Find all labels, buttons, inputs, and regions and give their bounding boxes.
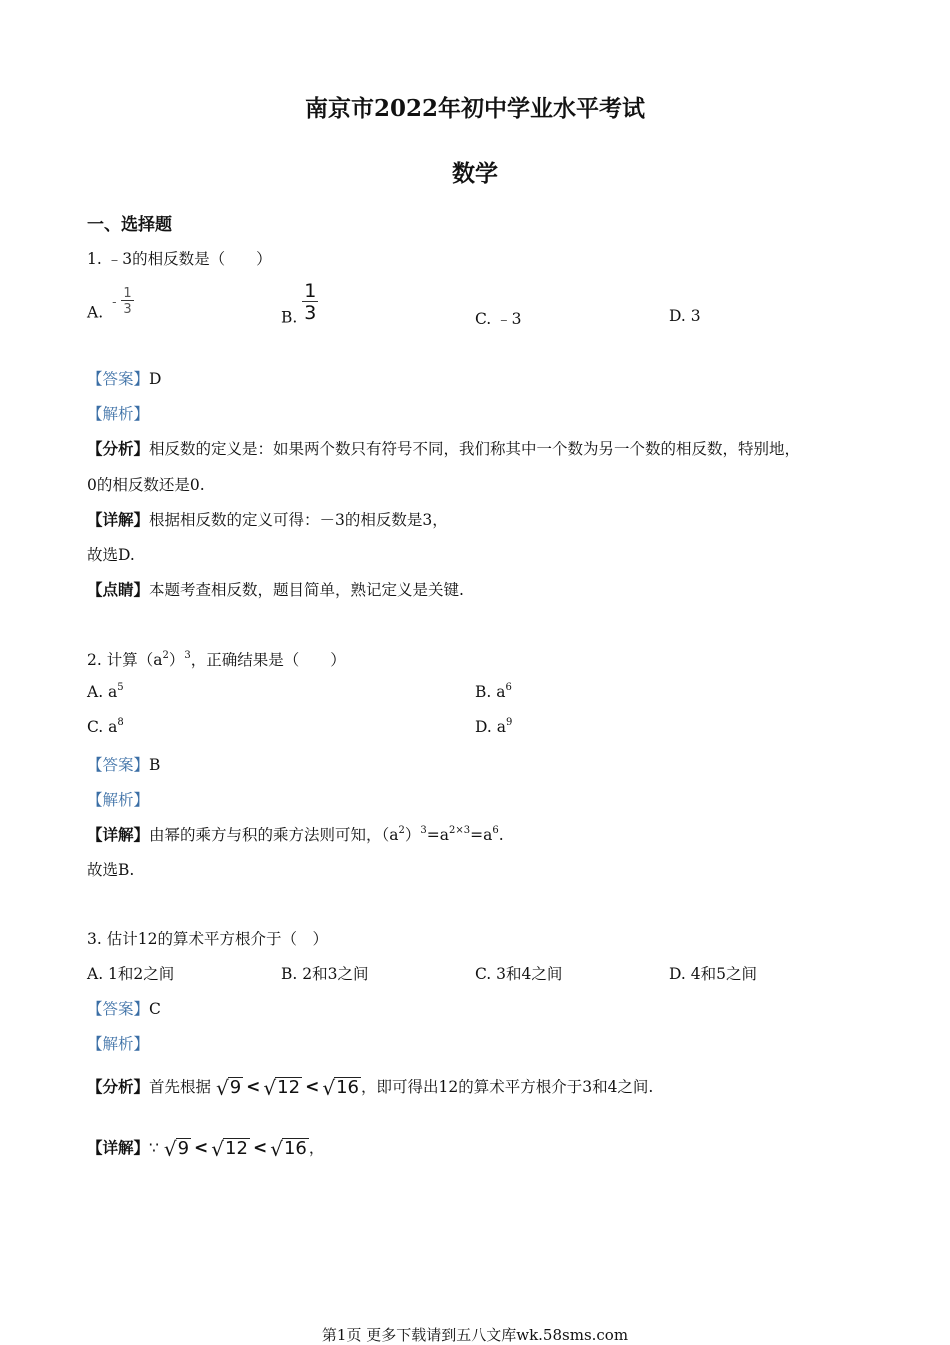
answer-value: C — [149, 1000, 161, 1018]
q3-stem: 3. 估计12的算术平方根介于（ ） — [87, 930, 328, 948]
stem-part: ，正确结果是（ ） — [190, 651, 346, 669]
answer-value: B — [149, 756, 161, 774]
numerator: 1 — [304, 280, 317, 302]
exponent: 2 — [162, 650, 169, 661]
q2-option-d — [475, 718, 512, 736]
q1-stem: 1. ﹣3的相反数是（ ） — [87, 250, 272, 268]
exponent: 3 — [184, 650, 191, 661]
sqrt-16: √ 16 — [270, 1137, 307, 1161]
exponent: 2×3 — [449, 825, 471, 836]
answer-value: D — [149, 370, 162, 388]
q2-stem — [87, 648, 346, 670]
q1-conclusion: 故选D. — [87, 546, 135, 564]
radicand: 9 — [229, 1077, 242, 1099]
radicand: 16 — [336, 1077, 359, 1099]
xiangjie-tag: 【详解】 — [87, 1138, 150, 1157]
radicand: 12 — [225, 1138, 248, 1160]
answer-tag: 【答案】 — [87, 756, 150, 774]
q2-option-c — [87, 718, 124, 736]
sqrt-16: √ 16 — [322, 1076, 359, 1100]
fenxi-tag: 【分析】 — [87, 1077, 150, 1096]
fenxi-tag: 【分析】 — [87, 439, 150, 458]
exponent: 6 — [492, 825, 499, 836]
q2-analysis-tag: 【解析】 — [87, 791, 150, 809]
exponent: 2 — [398, 825, 405, 836]
xiangjie-part: =a — [426, 826, 450, 844]
q2-option-a — [87, 683, 124, 701]
xiangjie-part: 由幂的乘方与积的乘方法则可知，（a — [149, 826, 399, 844]
exponent: 5 — [117, 682, 124, 693]
stem-part: ） — [168, 651, 185, 669]
q1-fenxi — [87, 437, 800, 459]
page-title: 南京市2022年初中学业水平考试 — [304, 95, 645, 122]
q3-xiangjie — [87, 1136, 324, 1159]
sqrt-9: √ 9 — [215, 1076, 242, 1100]
q3-option-c: C. 3和4之间 — [475, 965, 563, 983]
less-than: < — [194, 1138, 209, 1158]
fenxi-text: ，即可得出12的算术平方根介于3和4之间. — [360, 1078, 654, 1096]
dianjing-text: 本题考查相反数，题目简单，熟记定义是关键. — [149, 581, 464, 599]
xiangjie-part: . — [498, 826, 504, 844]
less-than: < — [252, 1138, 268, 1158]
page-footer: 第1页 更多下载请到五八文库wk.58sms.com — [321, 1326, 629, 1344]
denominator: 3 — [123, 302, 132, 317]
numerator: 1 — [123, 286, 132, 301]
xiangjie-text: 根据相反数的定义可得：－3的相反数是3， — [149, 511, 448, 529]
q1-option-a — [87, 287, 134, 322]
section-heading: 一、选择题 — [87, 215, 172, 235]
q2-option-b — [475, 683, 512, 701]
sqrt-12: √ 12 — [263, 1076, 301, 1100]
stem-part: 2. 计算（a — [87, 651, 163, 669]
q3-option-d: D. 4和5之间 — [669, 965, 757, 983]
minus-sign: - — [112, 294, 117, 310]
q2-answer — [87, 753, 160, 775]
xiangjie-tag: 【详解】 — [87, 510, 150, 529]
sqrt-12: √ 12 — [211, 1137, 248, 1161]
option-text: D. a — [475, 718, 506, 736]
q1-answer — [87, 367, 161, 389]
radicand: 12 — [277, 1077, 301, 1099]
exponent: 9 — [505, 717, 513, 728]
xiangjie-part: ） — [404, 826, 421, 844]
option-text: A. a — [87, 683, 118, 701]
fraction — [302, 282, 318, 323]
because-symbol: ∵ — [149, 1139, 159, 1157]
option-text: C. a — [87, 718, 118, 736]
option-text: B. a — [475, 683, 506, 701]
exponent: 6 — [505, 682, 512, 693]
exponent: 3 — [420, 825, 427, 836]
fenxi-text: 相反数的定义是：如果两个数只有符号不同，我们称其中一个数为另一个数的相反数，特别地， — [149, 440, 801, 458]
q2-conclusion: 故选B. — [87, 861, 135, 879]
answer-tag: 【答案】 — [87, 1000, 150, 1018]
exponent: 8 — [117, 717, 124, 728]
q3-option-a: A. 1和2之间 — [87, 965, 175, 983]
comma: ， — [308, 1139, 325, 1157]
xiangjie-part: =a — [470, 826, 493, 844]
q1-option-d: D. 3 — [669, 307, 701, 325]
denominator: 3 — [304, 302, 317, 324]
sqrt-9: √ 9 — [163, 1137, 190, 1161]
q2-xiangjie — [87, 823, 504, 845]
q1-analysis-tag: 【解析】 — [87, 405, 150, 423]
q1-xiangjie — [87, 508, 448, 530]
q3-analysis-tag: 【解析】 — [87, 1035, 150, 1053]
radicand: 16 — [283, 1138, 307, 1160]
q1-dianjing — [87, 578, 464, 600]
less-than: < — [246, 1077, 261, 1097]
option-label: A. — [87, 303, 104, 322]
subject-title: 数学 — [452, 160, 498, 187]
q1-option-b — [281, 282, 318, 327]
q1-fenxi-cont: 0的相反数还是0. — [87, 476, 205, 494]
fenxi-text: 首先根据 — [149, 1078, 212, 1096]
dianjing-tag: 【点睛】 — [87, 580, 150, 599]
q3-option-b: B. 2和3之间 — [281, 965, 369, 983]
xiangjie-tag: 【详解】 — [87, 825, 150, 844]
fraction — [121, 287, 133, 316]
less-than: < — [305, 1077, 320, 1097]
answer-tag: 【答案】 — [87, 370, 150, 388]
q3-fenxi — [87, 1075, 653, 1098]
radicand: 9 — [177, 1138, 190, 1160]
q1-option-c: C. ﹣3 — [475, 310, 522, 328]
option-label: B. — [281, 308, 298, 327]
q3-answer — [87, 997, 161, 1019]
